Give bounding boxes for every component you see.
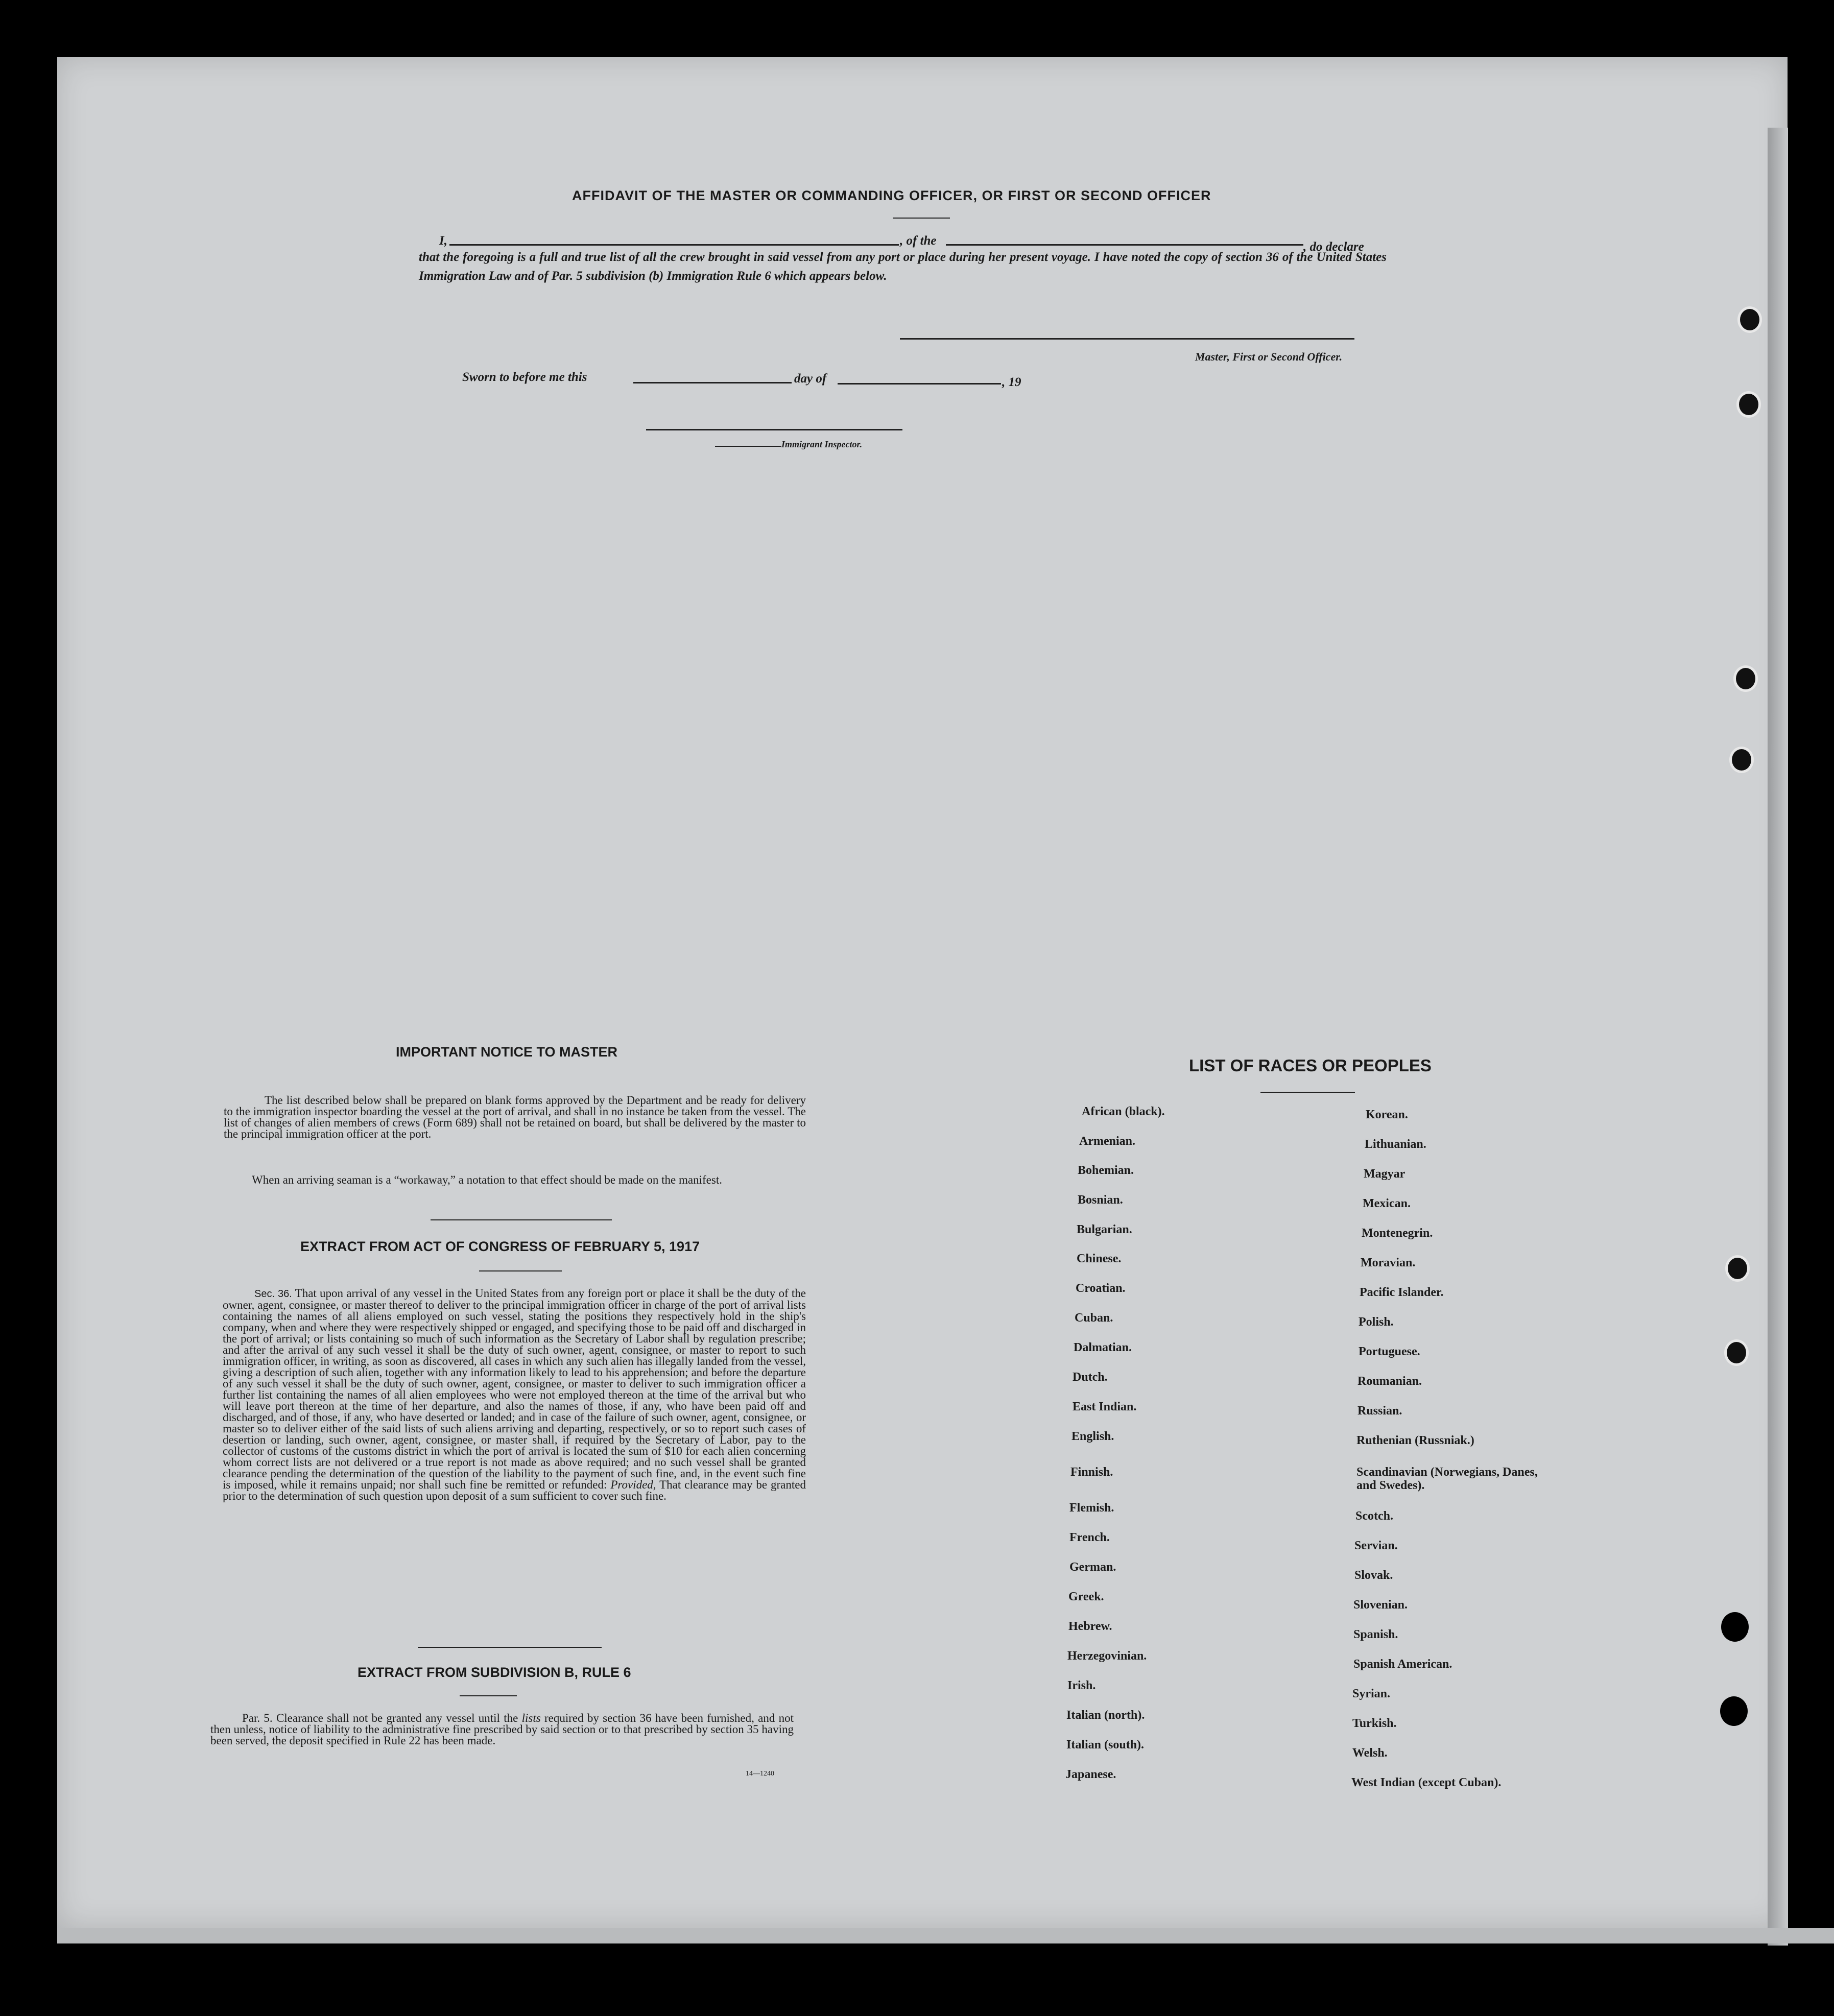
inspector-caption: Immigrant Inspector.: [781, 439, 863, 449]
inspector-caption-line: [715, 446, 781, 447]
race-item: Roumanian.: [1357, 1375, 1422, 1388]
punch-hole: [1733, 665, 1758, 692]
divider: [1260, 1092, 1355, 1093]
race-item: Mexican.: [1363, 1197, 1411, 1210]
sworn-label: Sworn to before me this: [462, 370, 587, 384]
act-section-text: [223, 1288, 806, 1502]
race-item: Scotch.: [1355, 1509, 1393, 1523]
race-item: Bulgarian.: [1077, 1223, 1132, 1236]
race-item: Moravian.: [1361, 1256, 1416, 1269]
race-item: Pacific Islander.: [1360, 1286, 1444, 1299]
divider: [431, 1219, 612, 1220]
rule6-text-b: required by section 36 have been furnished, and not then unless, notice of liability to the administrative fine prescribed by said section or to that prescribed by section 35 having been served, the deposit specified in Rule 22 has been made.: [210, 1712, 794, 1747]
sworn-day-blank: [633, 382, 792, 383]
race-item: Lithuanian.: [1365, 1138, 1426, 1151]
rule6-lists: lists: [521, 1712, 541, 1724]
race-item: Japanese.: [1065, 1768, 1116, 1781]
race-item: Servian.: [1354, 1539, 1398, 1552]
race-item: Russian.: [1357, 1404, 1402, 1418]
race-item: Welsh.: [1352, 1746, 1388, 1760]
race-item: Bohemian.: [1078, 1164, 1134, 1177]
race-item: Chinese.: [1077, 1252, 1122, 1265]
act-section-end: That clearance may be granted prior to the determination of such question upon deposit of a sum sufficient to cover such fine.: [223, 1478, 806, 1502]
divider: [418, 1647, 602, 1648]
races-title: LIST OF RACES OR PEOPLES: [1189, 1056, 1432, 1075]
affidavit-title: AFFIDAVIT OF THE MASTER OR COMMANDING OFFICER, OR FIRST OR SECOND OFFICER: [572, 188, 1211, 203]
affidavit-do-declare-label: , do declare: [1303, 240, 1364, 254]
notice-paragraph-2: When an arriving seaman is a “workaway,” a notation to that effect should be made on the manifest.: [252, 1173, 722, 1186]
name-blank-line: [449, 244, 899, 246]
race-item: Spanish American.: [1353, 1658, 1452, 1671]
race-item: Dutch.: [1073, 1371, 1108, 1384]
punch-hole: [1737, 306, 1762, 333]
race-item: Italian (south).: [1066, 1738, 1145, 1751]
race-item: Scandinavian (Norwegians, Danes, and Swedes).: [1356, 1466, 1538, 1492]
notice-paragraph-1: The list described below shall be prepared on blank forms approved by the Department and be ready for delivery to the immigration inspector boarding the vessel at the port of arrival, and shall in no instance be taken from the vessel. The list of changes of alien members of crews (Form 689) shall not be retained on board, but shall be delivered by the master to the principal immigration officer at the port.: [224, 1094, 806, 1140]
race-item: Spanish.: [1353, 1628, 1398, 1641]
affidavit-i-label: I,: [439, 234, 447, 248]
day-of-label: day of: [794, 372, 827, 386]
punch-hole: [1736, 391, 1761, 418]
rule6-text-a: Par. 5. Clearance shall not be granted any vessel until the: [242, 1712, 518, 1724]
race-item: Slovenian.: [1353, 1598, 1408, 1612]
inspector-signature-line: [646, 429, 902, 430]
race-item: Polish.: [1359, 1315, 1394, 1329]
race-item: Portuguese.: [1359, 1345, 1420, 1358]
race-item: Turkish.: [1352, 1717, 1397, 1730]
month-blank: [838, 383, 1001, 385]
race-item: Magyar: [1364, 1167, 1406, 1181]
race-item: Cuban.: [1075, 1311, 1113, 1325]
divider: [479, 1270, 562, 1271]
race-item: Ruthenian (Russniak.): [1356, 1434, 1474, 1447]
affidavit-statement: that the foregoing is a full and true list of all the crew brought in said vessel from any port or place during her present voyage. I have noted the copy of section 36 of the United States Immigration Law and of Par. 5 subdivision (b) Immigration Rule 6 which appears below.: [419, 250, 1387, 283]
race-item: Montenegrin.: [1362, 1227, 1433, 1240]
act-section-prefix: Sec. 36.: [254, 1288, 292, 1300]
race-item: Korean.: [1366, 1108, 1408, 1121]
race-item: Greek.: [1068, 1590, 1104, 1603]
race-item: Bosnian.: [1078, 1193, 1123, 1207]
divider: [460, 1695, 517, 1696]
race-item: Italian (north).: [1066, 1709, 1145, 1722]
race-item: Syrian.: [1352, 1687, 1391, 1700]
race-item: Hebrew.: [1068, 1620, 1112, 1633]
race-item: Finnish.: [1070, 1466, 1113, 1479]
form-number: 14—1240: [746, 1770, 774, 1778]
punch-hole: [1725, 1255, 1750, 1282]
vessel-blank-line: [946, 244, 1303, 246]
race-item: Slovak.: [1354, 1569, 1393, 1582]
race-item: African (black).: [1082, 1105, 1165, 1118]
race-item: Herzegovinian.: [1067, 1649, 1147, 1663]
race-item: East Indian.: [1073, 1400, 1137, 1413]
race-item: Irish.: [1067, 1679, 1096, 1692]
affidavit-of-the-label: , of the: [900, 234, 937, 248]
race-item: English.: [1071, 1430, 1114, 1443]
divider: [893, 218, 950, 219]
punch-hole: [1720, 1696, 1748, 1726]
punch-hole: [1721, 1612, 1749, 1642]
rule6-text: [210, 1713, 794, 1746]
notice-title: IMPORTANT NOTICE TO MASTER: [396, 1044, 617, 1060]
act-section-body: That upon arrival of any vessel in the United States from any foreign port or place it shall be the duty of the owner, agent, consignee, or master thereof to deliver to the principal immigration officer in charge of the port of arrival lists containing the names of all aliens employed on such vessel, stating the positions they respectively hold in the ship's company, when and where they were respectively shipped or engaged, and specifying those to be paid off and discharged in the port of arrival; or lists containing so much of such information as the Secretary of Labor shall by regulation prescribe; and after the arrival of any such vessel it shall be the duty of such owner, agent, consignee, or master to report to such immigration officer, in writing, as soon as discovered, all cases in which any such alien has illegally landed from the vessel, giving a description of such alien, together with any information likely to lead to his apprehension; and before the departure of any such vessel it shall be the duty of such owner, agent, consignee, or master to deliver to such immigration officer a further list containing the names of all alien employees who were not employed thereon at the time of the arrival but who will leave port thereon at the time of her departure, and also the names of those, if any, who have been paid off and discharged, and of those, if any, who have deserted or landed; and in case of the failure of such owner, agent, consignee, or master so to deliver either of the said lists of such aliens arriving and departing, respectively, or so to report such cases of desertion or landing, such owner, agent, consignee, or master shall, if required by the Secretary of Labor, pay to the collector of customs of the customs district in which the port of arrival is located the sum of $10 for each alien concerning whom correct lists are not delivered or a true report is not made as above required; and no such vessel shall be granted clearance pending the determination of the question of the liability to the payment of such fine, and, in the event such fine is imposed, while it remains unpaid; nor shall such fine be remitted or refunded:: [223, 1287, 806, 1491]
act-provided: Provided,: [610, 1478, 656, 1491]
race-item: Dalmatian.: [1074, 1341, 1132, 1354]
race-item: Armenian.: [1079, 1135, 1135, 1148]
sheet-bottom-edge: [57, 1928, 1834, 1943]
year-label: , 19: [1002, 375, 1021, 389]
race-item: French.: [1069, 1531, 1110, 1544]
race-item: West Indian (except Cuban).: [1351, 1776, 1502, 1789]
signature-line: [900, 338, 1354, 340]
race-item: German.: [1069, 1561, 1116, 1574]
punch-hole: [1729, 747, 1754, 773]
rule6-title: EXTRACT FROM SUBDIVISION B, RULE 6: [358, 1665, 631, 1680]
act-title: EXTRACT FROM ACT OF CONGRESS OF FEBRUARY 5, 1917: [300, 1239, 700, 1254]
signature-caption: Master, First or Second Officer.: [1195, 350, 1343, 363]
page-edge: [1768, 128, 1788, 1946]
race-item: Flemish.: [1069, 1501, 1114, 1515]
race-item: Croatian.: [1076, 1282, 1126, 1295]
punch-hole: [1724, 1339, 1749, 1366]
